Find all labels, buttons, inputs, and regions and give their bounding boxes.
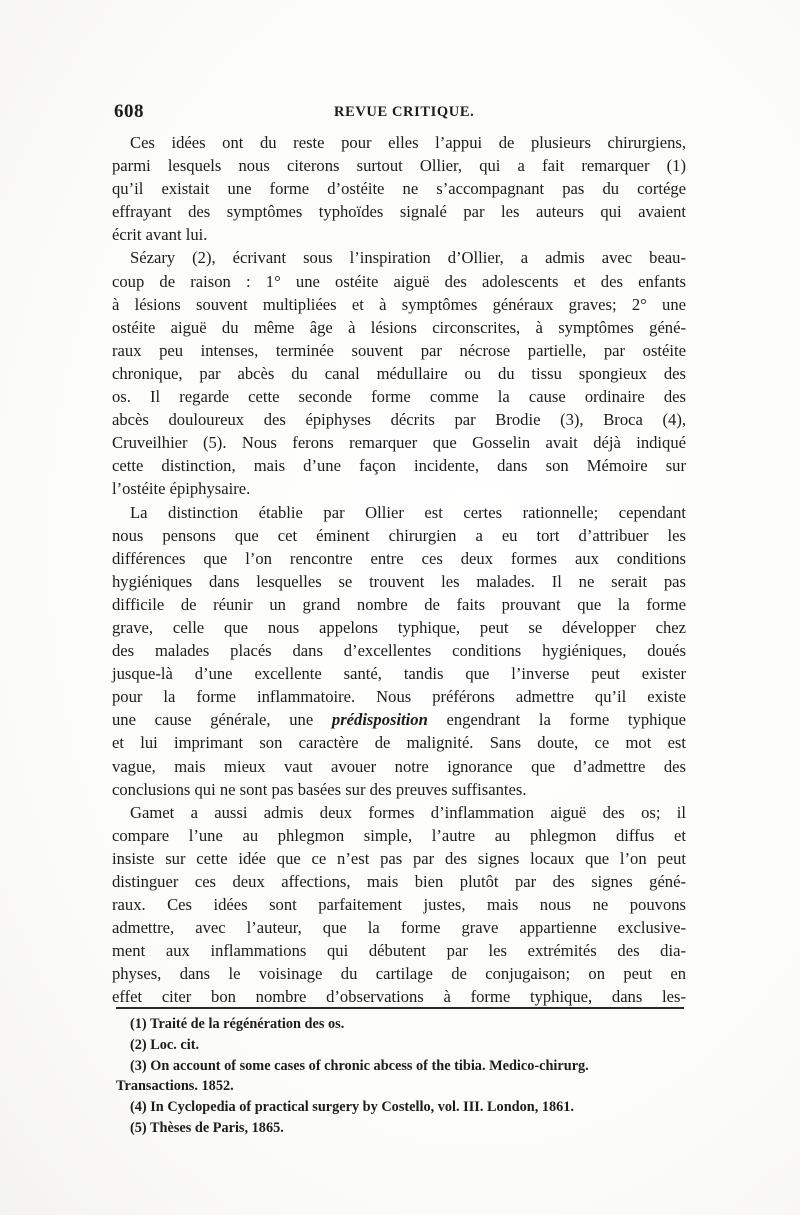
paragraph-2 bbox=[112, 246, 686, 500]
text-line: distinguer ces deux affections, mais bien plutôt par des signes géné- bbox=[112, 872, 686, 891]
paragraph-1 bbox=[112, 131, 686, 246]
text-line: ostéite aiguë du même âge à lésions circonscrites, à symptômes géné- bbox=[112, 317, 686, 337]
text-line: parmi lesquels nous citerons surtout Ollier, qui a fait remarquer (1) bbox=[112, 156, 686, 176]
main-text bbox=[112, 131, 686, 1009]
paragraph-3 bbox=[112, 501, 686, 801]
text-line: des malades placés dans d’excellentes conditions hygiéniques, doués bbox=[112, 641, 686, 661]
text-line: compare l’une au phlegmon simple, l’autre au phlegmon diffus et bbox=[112, 825, 686, 845]
footnote: (5) Thèses de Paris, 1865. bbox=[130, 1119, 284, 1136]
text-line: Sézary (2), écrivant sous l’inspiration d’Ollier, a admis avec beau- bbox=[130, 248, 686, 268]
text-line: et lui imprimant son caractère de malignité. Sans doute, ce mot est bbox=[112, 733, 686, 753]
text-line: abcès douloureux des épiphyses décrits par Brodie (3), Broca (4), bbox=[112, 410, 686, 430]
text-line: admettre, avec l’auteur, que la forme grave appartienne exclusive- bbox=[112, 918, 686, 938]
page-header bbox=[114, 101, 686, 125]
footnote: (2) Loc. cit. bbox=[130, 1036, 200, 1053]
footnote-divider bbox=[116, 1007, 684, 1009]
paragraph-4 bbox=[112, 801, 686, 1009]
text-line: effrayant des symptômes typhoïdes signalé par les auteurs qui avaient bbox=[112, 202, 686, 222]
text-line: La distinction établie par Ollier est certes rationnelle; cependant bbox=[130, 502, 686, 522]
text-line: raux. Ces idées sont parfaitement justes, mais nous ne pouvons bbox=[112, 895, 686, 915]
text-line: hygiéniques dans lesquelles se trouvent les malades. Il ne serait pas bbox=[112, 571, 686, 591]
text-line: cette distinction, mais d’une façon incidente, dans son Mémoire sur bbox=[112, 456, 686, 476]
footnote-continuation: Transactions. 1852. bbox=[116, 1078, 234, 1095]
text-line: jusque-là d’une excellente santé, tandis que l’inverse peut exister bbox=[112, 664, 686, 684]
text-line: conclusions qui ne sont pas basées sur des preuves suffisantes. bbox=[112, 779, 527, 799]
text-line: Ces idées ont du reste pour elles l’appui de plusieurs chirurgiens, bbox=[130, 133, 686, 152]
footnote: (1) Traité de la régénération des os. bbox=[130, 1016, 345, 1032]
text-line: physes, dans le voisinage du cartilage de conjugaison; on peut en bbox=[112, 964, 686, 984]
running-title: REVUE CRITIQUE. bbox=[334, 104, 475, 120]
text-line-with-emphasis bbox=[112, 708, 686, 731]
text-line: Cruveilhier (5). Nous ferons remarquer que Gosselin avait déjà indiqué bbox=[112, 433, 686, 453]
text-line: chronique, par abcès du canal médullaire ou du tissu spongieux des bbox=[112, 363, 686, 383]
text-line: pour la forme inflammatoire. Nous préférons admettre qu’il existe bbox=[112, 687, 686, 707]
text-line: Gamet a aussi admis deux formes d’inflammation aiguë des os; il bbox=[130, 802, 686, 822]
text-line: qu’il existait une forme d’ostéite ne s’accompagnant pas du cortége bbox=[112, 179, 686, 199]
footnote: (3) On account of some cases of chronic abcess of the tibia. Medico-chirurg. bbox=[130, 1057, 589, 1074]
text-line: l’ostéite épiphysaire. bbox=[112, 479, 251, 499]
text-line: insiste sur cette idée que ce n’est pas par des signes locaux que l’on peut bbox=[112, 848, 686, 868]
page-number: 608 bbox=[114, 101, 144, 122]
footnotes bbox=[116, 1014, 686, 1139]
text-line: différences que l’on rencontre entre ces deux formes aux conditions bbox=[112, 548, 686, 568]
text-line: ment aux inflammations qui débutent par les extrémités des dia- bbox=[112, 941, 686, 961]
text-line: raux peu intenses, terminée souvent par nécrose partielle, par ostéite bbox=[112, 340, 686, 360]
text-line: coup de raison : 1° une ostéite aiguë des adolescents et des enfants bbox=[112, 271, 686, 291]
text-segment: une cause générale, une bbox=[112, 710, 332, 730]
text-line: os. Il regarde cette seconde forme comme la cause ordinaire des bbox=[112, 387, 686, 407]
text-line: nous pensons que cet éminent chirurgien a eu tort d’attribuer les bbox=[112, 525, 686, 545]
footnote: (4) In Cyclopedia of practical surgery by Costello, vol. III. London, 1861. bbox=[130, 1099, 575, 1116]
emphasized-word: prédisposition bbox=[331, 710, 428, 730]
text-line: vague, mais mieux vaut avouer notre ignorance que d’admettre des bbox=[112, 756, 686, 776]
text-line: effet citer bon nombre d’observations à forme typhique, dans les- bbox=[112, 987, 686, 1007]
text-segment: engendrant la forme typhique bbox=[427, 710, 686, 730]
text-line: écrit avant lui. bbox=[112, 225, 208, 245]
text-line: difficile de réunir un grand nombre de faits prouvant que la forme bbox=[112, 594, 686, 614]
text-line: grave, celle que nous appelons typhique, peut se développer chez bbox=[112, 617, 686, 637]
text-line: à lésions souvent multipliées et à symptômes généraux graves; 2° une bbox=[112, 294, 686, 314]
